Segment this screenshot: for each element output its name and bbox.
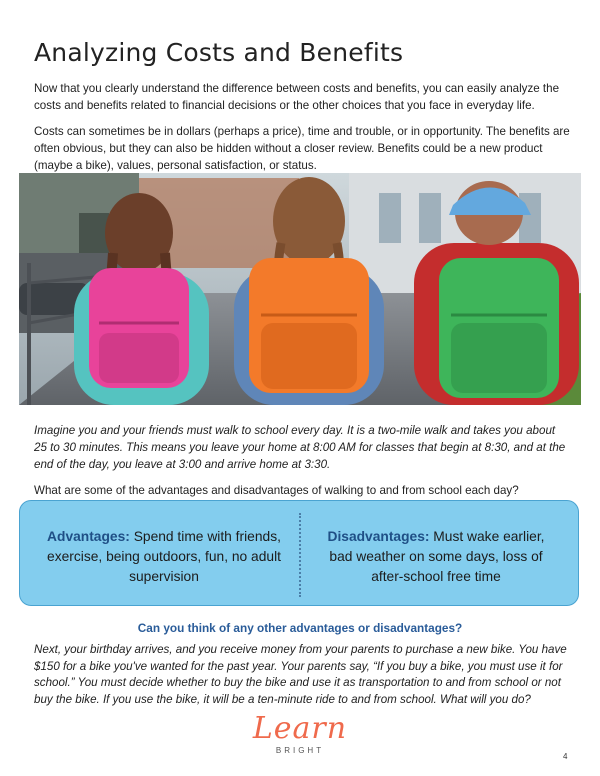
- advantages-text: Spend time with friends, exercise, being outdoors, fun, no adult supervision: [47, 529, 281, 584]
- discussion-question: Can you think of any other advantages or disadvantages?: [137, 621, 463, 635]
- learn-bright-logo: [246, 712, 354, 770]
- logo-subtitle: BRIGHT: [275, 746, 325, 755]
- disadvantages-label: Disadvantages:: [327, 529, 430, 544]
- kids-walking-photo: [19, 173, 581, 405]
- cost-types-paragraph: Costs can sometimes be in dollars (perhaps a price), time and trouble, or in opportunity. The benefits are often obvious, but they can also be hidden without a closer review. Benefits could be a new product (maybe a bike), values, personal satisfaction, or status.: [34, 125, 570, 172]
- prompt-paragraph: What are some of the advantages and disadvantages of walking to and from school each day?: [34, 484, 519, 497]
- page-number: 4: [563, 752, 568, 761]
- scenario-paragraph: Imagine you and your friends must walk to school every day. It is a two-mile walk and takes you about 25 to 30 minutes. This means you leave your home at 8:00 AM for classes that begin at 8:30, and at the end of the day, you leave at 3:00 and arrive home at 3:30.: [34, 424, 566, 471]
- page-title: Analyzing Costs and Benefits: [34, 38, 404, 67]
- advantages-disadvantages-box: [19, 500, 579, 606]
- callout-divider: [299, 513, 301, 597]
- intro-paragraph: Now that you clearly understand the difference between costs and benefits, you can easily analyze the costs and benefits related to financial decisions or the other choices that you face in everyday life.: [34, 82, 560, 112]
- advantages-column: [44, 527, 284, 587]
- advantages-label: Advantages:: [47, 529, 130, 544]
- logo-word: Learn: [252, 711, 348, 746]
- disadvantages-column: [316, 527, 556, 587]
- bike-paragraph: Next, your birthday arrives, and you receive money from your parents to purchase a new bike. You have $150 for a bike you've wanted for the past year. Your parents say, “If you buy a bike, you must use it for school.” You must decide whether to buy the bike and use it as transportation to and from school or not buy the bike. If you use the bike, it will be a ten-minute ride to and from school. What will you do?: [34, 643, 567, 706]
- disadvantages-text: Must wake earlier, bad weather on some days, loss of after-school free time: [329, 529, 545, 584]
